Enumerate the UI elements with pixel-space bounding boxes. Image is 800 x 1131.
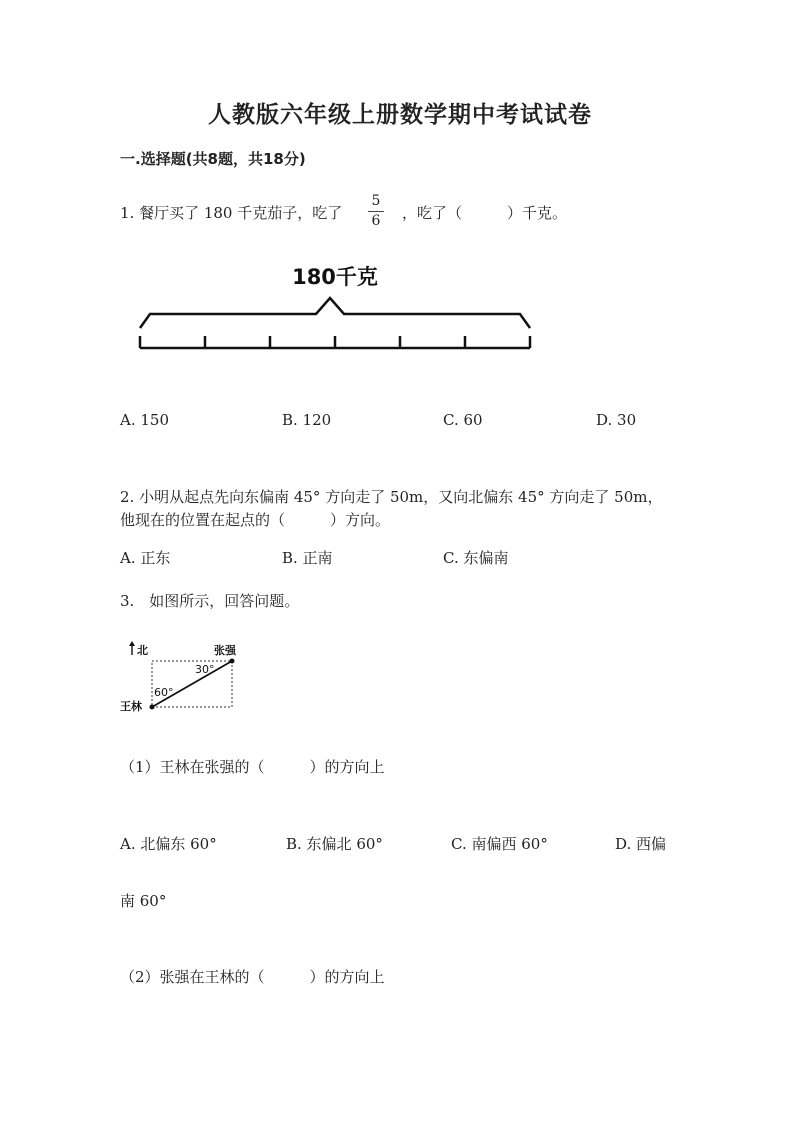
q1-segment-diagram (130, 258, 540, 358)
q3-stem: 3. 如图所示，回答问题。 (120, 592, 300, 610)
q3-direction-figure (118, 638, 253, 718)
q1-fraction-denominator: 6 (371, 213, 381, 229)
q1-stem-before: 1. 餐厅买了 180 千克茄子，吃了 (120, 204, 343, 222)
page-title: 人教版六年级上册数学期中考试试卷 (208, 102, 592, 128)
q2-option-b[interactable]: B. 正南 (282, 549, 333, 567)
q1-diagram-brace (140, 298, 530, 328)
north-label: 北 (137, 644, 148, 657)
q3-sub1-option-a[interactable]: A. 北偏东 60° (120, 835, 217, 853)
wanglin-point (150, 705, 155, 710)
q1-stem-after: ，吃了（ ）千克。 (402, 204, 568, 222)
angle-60-label: 60° (154, 686, 174, 699)
north-arrow-icon (129, 641, 135, 646)
q1-option-b[interactable]: B. 120 (282, 411, 332, 429)
wanglin-label: 王林 (120, 700, 142, 713)
q3-sub1-option-b[interactable]: B. 东偏北 60° (286, 835, 383, 853)
q1-option-d[interactable]: D. 30 (596, 411, 637, 429)
q1-diagram-label: 180千克 (292, 265, 378, 289)
q3-sub1-stem: （1）王林在张强的（ ）的方向上 (120, 758, 385, 776)
q3-sub2-stem: （2）张强在王林的（ ）的方向上 (120, 968, 385, 986)
q1-diagram-ticks (140, 336, 530, 348)
q1-fraction-bar (368, 211, 384, 212)
section-heading: 一.选择题(共8题，共18分) (120, 150, 306, 168)
q2-option-c[interactable]: C. 东偏南 (443, 549, 509, 567)
q1-fraction-numerator: 5 (371, 193, 381, 209)
q2-stem-line2: 他现在的位置在起点的（ ）方向。 (120, 511, 391, 529)
q1-option-a[interactable]: A. 150 (120, 411, 169, 429)
q3-sub1-option-d-wrap: 南 60° (120, 892, 167, 910)
q3-sub1-option-c[interactable]: C. 南偏西 60° (451, 835, 548, 853)
zhangqiang-label: 张强 (214, 644, 236, 657)
q3-sub1-option-d[interactable]: D. 西偏 (615, 835, 667, 853)
q2-option-a[interactable]: A. 正东 (120, 549, 171, 567)
angle-30-label: 30° (195, 663, 215, 676)
zhangqiang-point (230, 659, 235, 664)
connecting-line (152, 661, 232, 707)
q2-stem-line1: 2. 小明从起点先向东偏南 45° 方向走了 50m，又向北偏东 45° 方向走了 50m， (120, 488, 663, 506)
q1-fraction (368, 193, 384, 230)
q1-option-c[interactable]: C. 60 (443, 411, 483, 429)
